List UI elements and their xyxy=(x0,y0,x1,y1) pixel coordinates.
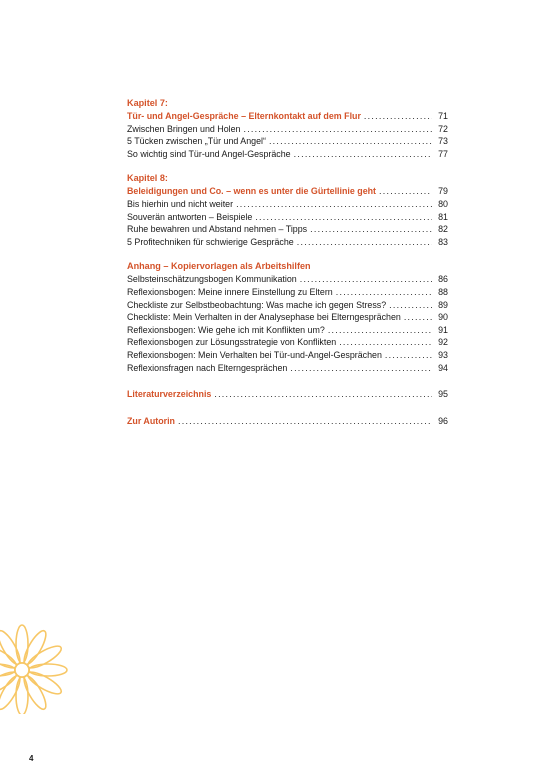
toc-entry-title: Zwischen Bringen und Holen xyxy=(127,123,241,134)
toc-entry-literature[interactable] xyxy=(127,388,448,401)
toc-entry[interactable] xyxy=(127,185,448,198)
dot-leader xyxy=(389,299,432,312)
toc-entry[interactable] xyxy=(127,211,448,224)
toc-entry[interactable] xyxy=(127,123,448,136)
toc-entry[interactable] xyxy=(127,148,448,161)
toc-entry-title: Beleidigungen und Co. – wenn es unter die Gürtellinie geht xyxy=(127,186,377,197)
toc-entry[interactable] xyxy=(127,273,448,286)
toc-entry[interactable] xyxy=(127,135,448,148)
dot-leader xyxy=(300,273,432,286)
toc-entry-page: 81 xyxy=(438,211,448,222)
dot-leader xyxy=(328,324,432,337)
toc-entry-title: Zur Autorin xyxy=(127,415,175,426)
toc-entry-title: So wichtig sind Tür-und Angel-Gespräche xyxy=(127,148,291,159)
toc-entry-page: 96 xyxy=(438,415,448,426)
toc-entry-author[interactable] xyxy=(127,415,448,428)
toc-entry[interactable] xyxy=(127,336,448,349)
toc-entry-page: 88 xyxy=(438,286,448,297)
dot-leader xyxy=(294,148,432,161)
section-heading: Kapitel 7: xyxy=(127,98,168,108)
toc-entry-title: 5 Tücken zwischen „Tür und Angel“ xyxy=(127,136,266,147)
toc-entry[interactable] xyxy=(127,223,448,236)
toc-entry-page: 83 xyxy=(438,236,448,247)
toc-entry-page: 92 xyxy=(438,337,448,348)
toc-entry-title: Reflexionsbogen: Meine innere Einstellung zu Eltern xyxy=(127,286,333,297)
toc-entry-page: 80 xyxy=(438,198,448,209)
page-number: 4 xyxy=(29,754,34,763)
toc-entry-title: Reflexionsfragen nach Elterngesprächen xyxy=(127,362,288,373)
dot-leader xyxy=(255,211,432,224)
dot-leader xyxy=(214,388,432,401)
toc-section-chapter-8 xyxy=(127,172,448,248)
dot-leader xyxy=(269,135,432,148)
dot-leader xyxy=(339,336,432,349)
table-of-contents xyxy=(127,97,448,427)
toc-entry[interactable] xyxy=(127,324,448,337)
dot-leader xyxy=(290,362,432,375)
dot-leader xyxy=(404,311,432,324)
dot-leader xyxy=(236,198,432,211)
toc-entry-title: Reflexionsbogen zur Lösungsstrategie von Konflikten xyxy=(127,337,337,348)
toc-entry-title: Tür- und Angel-Gespräche – Elternkontakt auf dem Flur xyxy=(127,111,361,121)
toc-entry[interactable] xyxy=(127,299,448,312)
toc-entry-page: 71 xyxy=(438,111,448,121)
dot-leader xyxy=(385,349,432,362)
toc-entry[interactable] xyxy=(127,110,448,123)
toc-section-chapter-7 xyxy=(127,97,448,160)
toc-entry[interactable] xyxy=(127,286,448,299)
toc-entry[interactable] xyxy=(127,362,448,375)
toc-entry-page: 79 xyxy=(438,186,448,197)
toc-entry-title: Souverän antworten – Beispiele xyxy=(127,211,253,222)
dot-leader xyxy=(310,223,432,236)
toc-entry-title: Selbsteinschätzungsbogen Kommunikation xyxy=(127,274,297,285)
section-heading: Anhang – Kopiervorlagen als Arbeitshilfen xyxy=(127,261,311,272)
dot-leader xyxy=(364,110,432,123)
toc-entry-title: Checkliste zur Selbstbeobachtung: Was mache ich gegen Stress? xyxy=(127,299,387,310)
toc-entry-page: 72 xyxy=(438,123,448,134)
toc-entry-page: 95 xyxy=(438,389,448,400)
section-heading: Kapitel 8: xyxy=(127,173,168,184)
toc-entry-page: 91 xyxy=(438,324,448,335)
daisy-flower-icon xyxy=(0,624,80,714)
toc-entry-title: Literaturverzeichnis xyxy=(127,389,212,400)
toc-entry-page: 94 xyxy=(438,362,448,373)
toc-entry-page: 73 xyxy=(438,136,448,147)
dot-leader xyxy=(379,185,432,198)
toc-entry-title: Bis hierhin und nicht weiter xyxy=(127,198,234,209)
toc-entry-title: Checkliste: Mein Verhalten in der Analysephase bei Elterngesprächen xyxy=(127,312,401,323)
toc-entry-page: 82 xyxy=(438,224,448,235)
dot-leader xyxy=(297,236,432,249)
toc-section-appendix xyxy=(127,260,448,374)
toc-entry-title: 5 Profitechniken für schwierige Gespräche xyxy=(127,236,294,247)
toc-entry[interactable] xyxy=(127,349,448,362)
toc-entry-page: 89 xyxy=(438,299,448,310)
toc-entry-title: Reflexionsbogen: Wie gehe ich mit Konflikten um? xyxy=(127,324,325,335)
toc-entry-page: 77 xyxy=(438,148,448,159)
dot-leader xyxy=(336,286,432,299)
toc-entry-title: Reflexionsbogen: Mein Verhalten bei Tür-und-Angel-Gesprächen xyxy=(127,349,382,360)
toc-entry[interactable] xyxy=(127,236,448,249)
dot-leader xyxy=(243,123,432,136)
toc-entry[interactable] xyxy=(127,198,448,211)
toc-entry-page: 93 xyxy=(438,349,448,360)
toc-entry-title: Ruhe bewahren und Abstand nehmen – Tipps xyxy=(127,224,308,235)
dot-leader xyxy=(178,415,432,428)
toc-entry-page: 86 xyxy=(438,274,448,285)
toc-entry-page: 90 xyxy=(438,312,448,323)
toc-entry[interactable] xyxy=(127,311,448,324)
